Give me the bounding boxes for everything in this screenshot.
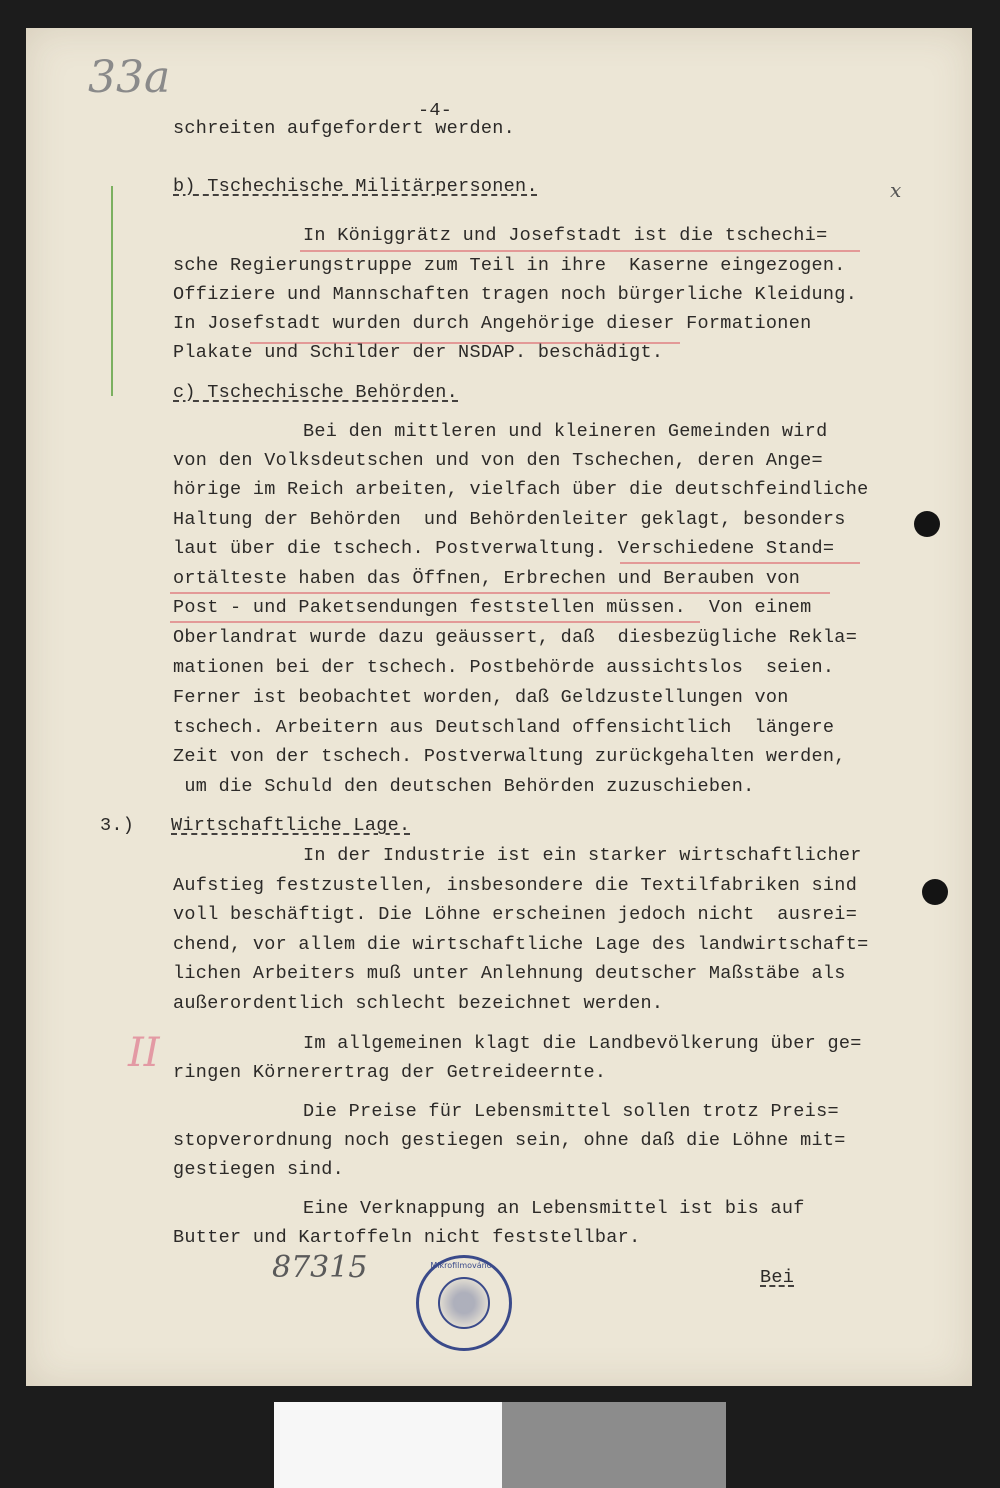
text-line: Die Preise für Lebensmittel sollen trotz Preis= [303,1101,839,1122]
calibration-white-patch [274,1402,502,1488]
red-underline [170,621,700,623]
text-line: um die Schuld den deutschen Behörden zuzuschieben. [173,776,755,797]
text-line: hörige im Reich arbeiten, vielfach über die deutschfeindliche [173,479,869,500]
red-underline [170,592,830,594]
punch-hole-top [914,511,940,537]
text-line: Bei den mittleren und kleineren Gemeinden wird [303,421,828,442]
pencil-corner-mark: x [890,178,902,202]
text-line: chend, vor allem die wirtschaftliche Lage des landwirtschaft= [173,934,869,955]
punch-hole-bottom [922,879,948,905]
text-line: Oberlandrat wurde dazu geäussert, daß diesbezügliche Rekla= [173,627,858,648]
text-line: mationen bei der tschech. Postbehörde aussichtslos seien. [173,657,835,678]
red-underline [300,250,860,252]
text-line: Post - und Paketsendungen feststellen müssen. Von einem [173,597,812,618]
archive-number: 87315 [272,1250,368,1285]
text-line: schreiten aufgefordert werden. [173,118,516,139]
text-line: In Königgrätz und Josefstadt ist die tschechi= [303,225,828,246]
section-c-heading: c) Tschechische Behörden. [173,382,459,403]
text-line: außerordentlich schlecht bezeichnet werden. [173,993,664,1014]
text-line: Zeit von der tschech. Postverwaltung zurückgehalten werden, [173,746,846,767]
text-line: lichen Arbeiters muß unter Anlehnung deutscher Maßstäbe als [173,963,846,984]
stamp-text: Mikrofilmováno [430,1261,492,1270]
text-line: In der Industrie ist ein starker wirtschaftlicher [303,845,862,866]
calibration-strip [274,1402,726,1488]
section-3-heading: Wirtschaftliche Lage. [171,815,411,836]
text-line: von den Volksdeutschen und von den Tschechen, deren Ange= [173,450,823,471]
green-margin-line [111,186,113,396]
text-line: Plakate und Schilder der NSDAP. beschädigt. [173,342,664,363]
text-line: Ferner ist beobachtet worden, daß Geldzustellungen von [173,687,789,708]
text-line: sche Regierungstruppe zum Teil in ihre Kaserne eingezogen. [173,255,846,276]
catchword: Bei [760,1267,795,1288]
text-line: voll beschäftigt. Die Löhne erscheinen jedoch nicht ausrei= [173,904,858,925]
text-line: Eine Verknappung an Lebensmittel ist bis auf [303,1198,805,1219]
text-line: Aufstieg festzustellen, insbesondere die Textilfabriken sind [173,875,858,896]
text-line: Im allgemeinen klagt die Landbevölkerung über ge= [303,1033,862,1054]
text-line: ringen Körnerertrag der Getreideernte. [173,1062,607,1083]
text-line: Haltung der Behörden und Behördenleiter geklagt, besonders [173,509,846,530]
text-line: In Josefstadt wurden durch Angehörige dieser Formationen [173,313,812,334]
text-line: Butter und Kartoffeln nicht feststellbar. [173,1227,641,1248]
page-number: -4- [418,100,453,121]
pencil-folio-mark: 33a [88,52,171,103]
section-3-number: 3.) [100,815,135,836]
text-line: Offiziere und Mannschaften tragen noch bürgerliche Kleidung. [173,284,858,305]
text-line: gestiegen sind. [173,1159,345,1180]
pencil-margin-mark: II [128,1030,160,1076]
red-underline [620,562,860,564]
calibration-gray-patch [502,1402,726,1488]
text-line: ortälteste haben das Öffnen, Erbrechen und Berauben von [173,568,801,589]
text-line: stopverordnung noch gestiegen sein, ohne daß die Löhne mit= [173,1130,846,1151]
text-line: laut über die tschech. Postverwaltung. Verschiedene Stand= [173,538,835,559]
section-b-heading: b) Tschechische Militärpersonen. [173,176,538,197]
text-line: tschech. Arbeitern aus Deutschland offensichtlich längere [173,717,835,738]
